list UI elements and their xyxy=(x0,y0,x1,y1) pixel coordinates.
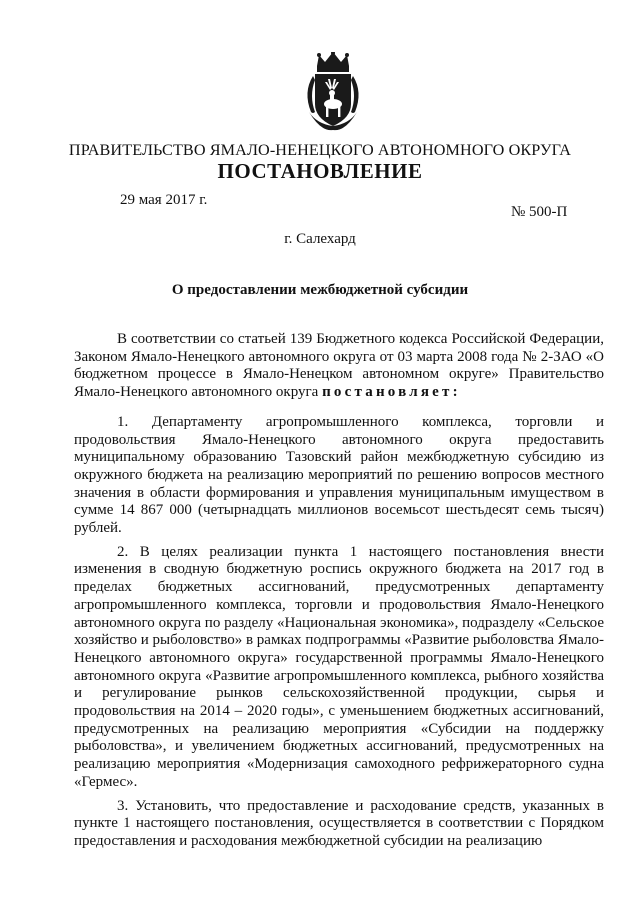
document-date: 29 мая 2017 г. xyxy=(120,192,208,208)
document-number: № 500-П xyxy=(511,204,568,220)
document-subject: О предоставлении межбюджетной субсидии xyxy=(171,282,469,298)
document-city: г. Салехард xyxy=(284,231,356,247)
government-name: ПРАВИТЕЛЬСТВО ЯМАЛО-НЕНЕЦКОГО АВТОНОМНОГО ОКРУГА xyxy=(68,141,572,159)
document-body xyxy=(74,331,604,851)
document-type: ПОСТАНОВЛЕНИЕ xyxy=(217,159,423,183)
preamble-paragraph xyxy=(74,331,604,402)
coat-of-arms-icon xyxy=(295,52,371,132)
paragraph-1: 1. Департаменту агропромышленного комплекса, торговли и продовольствия Ямало-Ненецкого автономного округа предоставить муниципальному образованию Тазовский район межбюджетную субсидию из окружного бюджета на реализацию мероприятий по решению вопросов местного значения в области формирования и управления муниципальным имуществом в сумме 14 867 000 (четырнадцать миллионов восемьсот шестьдесят семь тысяч) рублей. xyxy=(74,413,604,537)
paragraph-3: 3. Установить, что предоставление и расходование средств, указанных в пункте 1 настоящего постановления, осуществляется в соответствии с Порядком предоставления и расходования межбюджетной субсидии на реализацию xyxy=(74,797,604,849)
preamble-text: В соответствии со статьей 139 Бюджетного кодекса Российской Федерации, Законом Ямало-Ненецкого автономного округа от 03 марта 2008 года № 2-ЗАО «О бюджетном процессе в Ямало-Ненецком автономном округе» Правительство Ямало-Ненецкого автономного округа xyxy=(74,331,604,401)
resolves-word: постановляет: xyxy=(322,384,461,401)
paragraph-2: 2. В целях реализации пункта 1 настоящего постановления внести изменения в сводную бюджетную роспись окружного бюджета на 2017 год в пределах бюджетных ассигнований, предусмотренных департаменту агропромышленного комплекса, торговли и продовольствия Ямало-Ненецкого автономного округа по разделу «Национальная экономика», подразделу «Сельское хозяйство и рыболовство» в рамках подпрограммы «Развитие рыболовства Ямало-Ненецкого автономного округа» государственной программы Ямало-Ненецкого автономного округа «Развитие агропромышленного комплекса, рыбного хозяйства и регулирование рынков сельскохозяйственной продукции, сырья и продовольствия на 2014 – 2020 годы», с уменьшением бюджетных ассигнований, предусмотренных на реализацию мероприятия «Субсидии на поддержку рыболовства», и увеличением бюджетных ассигнований, предусмотренных на реализацию мероприятия «Модернизация самоходного рефрижераторного судна «Гермес». xyxy=(74,543,604,790)
